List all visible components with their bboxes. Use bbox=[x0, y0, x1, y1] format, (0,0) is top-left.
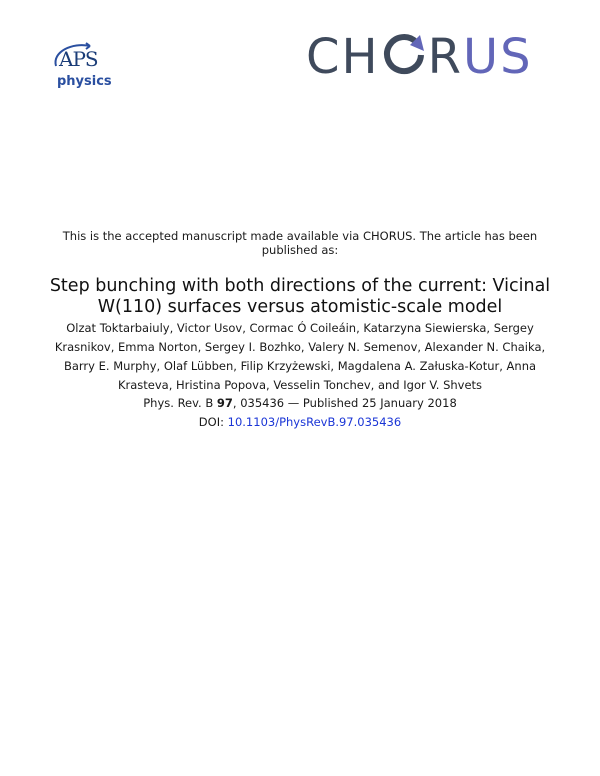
aps-logo-text: APS bbox=[59, 47, 98, 71]
doi-label: DOI: bbox=[198, 415, 224, 429]
manuscript-notice: This is the accepted manuscript made available via CHORUS. The article has been published as: bbox=[62, 229, 538, 257]
aps-logo-subtext: physics bbox=[57, 74, 112, 89]
chorus-logo-r: R bbox=[427, 29, 463, 85]
volume: 97 bbox=[216, 396, 233, 410]
chorus-logo-accent: US bbox=[462, 29, 533, 85]
chorus-o-arrow-icon bbox=[382, 33, 426, 77]
journal-name: Phys. Rev. B bbox=[143, 396, 214, 410]
article-number-date: , 035436 — Published 25 January 2018 bbox=[232, 396, 457, 410]
author-list: Olzat Toktarbaiuly, Victor Usov, Cormac Ó Coileáin, Katarzyna Siewierska, Sergey Krasnikov, Emma Norton, Sergey I. Bozhko, Valery N. Semenov, Alexander N. Chaika, Barry E. Murphy, Olaf Lübben, Filip Krzyżewski, Magdalena A. Załuska-Kotur, Anna Krasteva, Hristina Popova, Vesselin Tonchev, and Igor V. Shvets bbox=[54, 321, 546, 392]
chorus-logo-prefix: CH bbox=[306, 29, 380, 85]
chorus-logo[interactable] bbox=[306, 27, 533, 87]
article-title: Step bunching with both directions of the current: Vicinal W(110) surfaces versus atomistic-scale model bbox=[49, 276, 551, 317]
aps-physics-logo[interactable] bbox=[50, 40, 120, 96]
doi-line bbox=[40, 413, 560, 432]
doi-link[interactable]: 10.1103/PhysRevB.97.035436 bbox=[227, 415, 402, 429]
citation bbox=[40, 394, 560, 413]
